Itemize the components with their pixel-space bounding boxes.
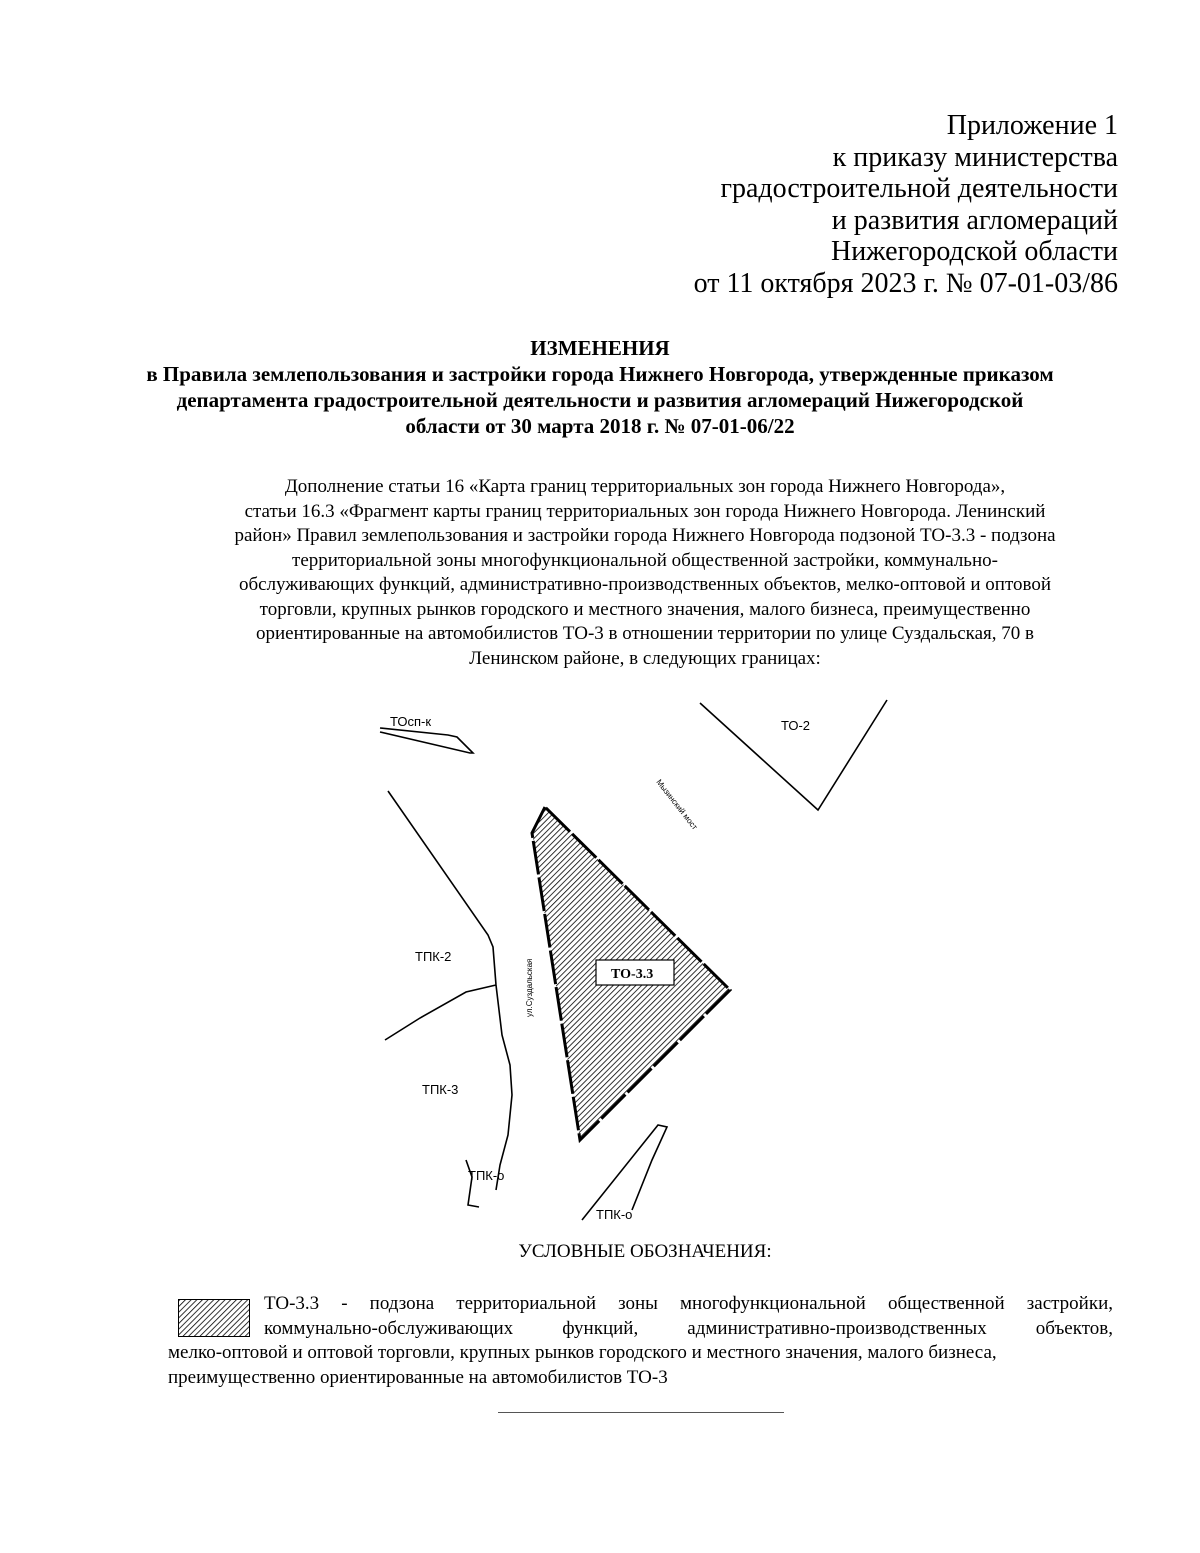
legend-line-3: мелко-оптовой и оптовой торговли, крупных рынков городского и местного значения, малого бизнеса,: [168, 1342, 997, 1363]
legend-title: УСЛОВНЫЕ ОБОЗНАЧЕНИЯ:: [518, 1241, 772, 1262]
to2-label: ТО-2: [781, 718, 811, 733]
appendix-header: [518, 110, 1118, 299]
tosp-boundary: [380, 728, 473, 753]
appendix-line-3: градостроительной деятельности: [720, 173, 1118, 204]
legend-line-2: коммунально-обслуживающих функций, административно-производственных объектов,: [264, 1317, 1113, 1339]
heading-line-2: департамента градостроительной деятельности и развития агломераций Нижегородской: [176, 388, 1024, 412]
bridge-label: Мызинский мост: [654, 777, 700, 832]
body-line: Ленинском районе, в следующих границах:: [469, 647, 821, 669]
body-line: район» Правил землепользования и застройки города Нижнего Новгорода подзоной ТО-3.3 - подзона: [234, 525, 1056, 546]
tpk2-label: ТПК-2: [415, 949, 452, 964]
heading-title: ИЗМЕНЕНИЯ: [530, 336, 670, 360]
footer-rule: [498, 1412, 784, 1413]
legend-line-4: преимущественно ориентированные на автомобилистов ТО-3: [168, 1366, 668, 1388]
body-paragraph: [150, 475, 1140, 671]
tpk3-label: ТПК-3: [422, 1082, 459, 1097]
heading-line-1: в Правила землепользования и застройки города Нижнего Новгорода, утвержденные приказом: [146, 362, 1054, 386]
street-label: ул.Суздальская: [525, 958, 534, 1017]
body-line: обслуживающих функций, административно-производственных объектов, мелко-оптовой и оптовой: [238, 574, 1052, 595]
legend-line-1: ТО-3.3 - подзона территориальной зоны многофункциональной общественной застройки,: [264, 1293, 1113, 1314]
appendix-line-1: Приложение 1: [946, 110, 1118, 141]
body-line: ориентированные на автомобилистов ТО-3 в отношении территории по улице Суздальская, 70 в: [256, 623, 1034, 644]
document-heading: [60, 335, 1140, 439]
body-line: статьи 16.3 «Фрагмент карты границ территориальных зон города Нижнего Новгорода. Ленинский: [244, 500, 1046, 522]
tpko-right-label: ТПК-о: [596, 1207, 633, 1222]
body-line: торговли, крупных рынков городского и местного значения, малого бизнеса, преимущественно: [259, 598, 1031, 620]
appendix-line-5: Нижегородской области: [830, 236, 1118, 267]
legend-description: [168, 1292, 1113, 1390]
tpko-right-boundary: [582, 1125, 667, 1220]
tosp-label: ТОсп-к: [390, 714, 432, 729]
body-line: Дополнение статьи 16 «Карта границ территориальных зон города Нижнего Новгорода»,: [284, 476, 1006, 497]
heading-line-3: области от 30 марта 2018 г. № 07-01-06/22: [405, 414, 795, 438]
appendix-line-4: и развития агломераций: [831, 204, 1118, 236]
left-boundary: [388, 791, 512, 1190]
appendix-line-2: к приказу министерства: [832, 141, 1118, 173]
to2-boundary: [700, 700, 887, 810]
zone-map: [360, 695, 900, 1230]
appendix-line-6: от 11 октября 2023 г. № 07-01-03/86: [693, 267, 1118, 299]
tpko-left-label: ТПК-о: [468, 1168, 505, 1183]
zone-label: ТО-3.3: [611, 967, 654, 982]
body-line: территориальной зоны многофункциональной общественной застройки, коммунально-: [292, 549, 998, 571]
tpk-divider: [385, 985, 496, 1040]
